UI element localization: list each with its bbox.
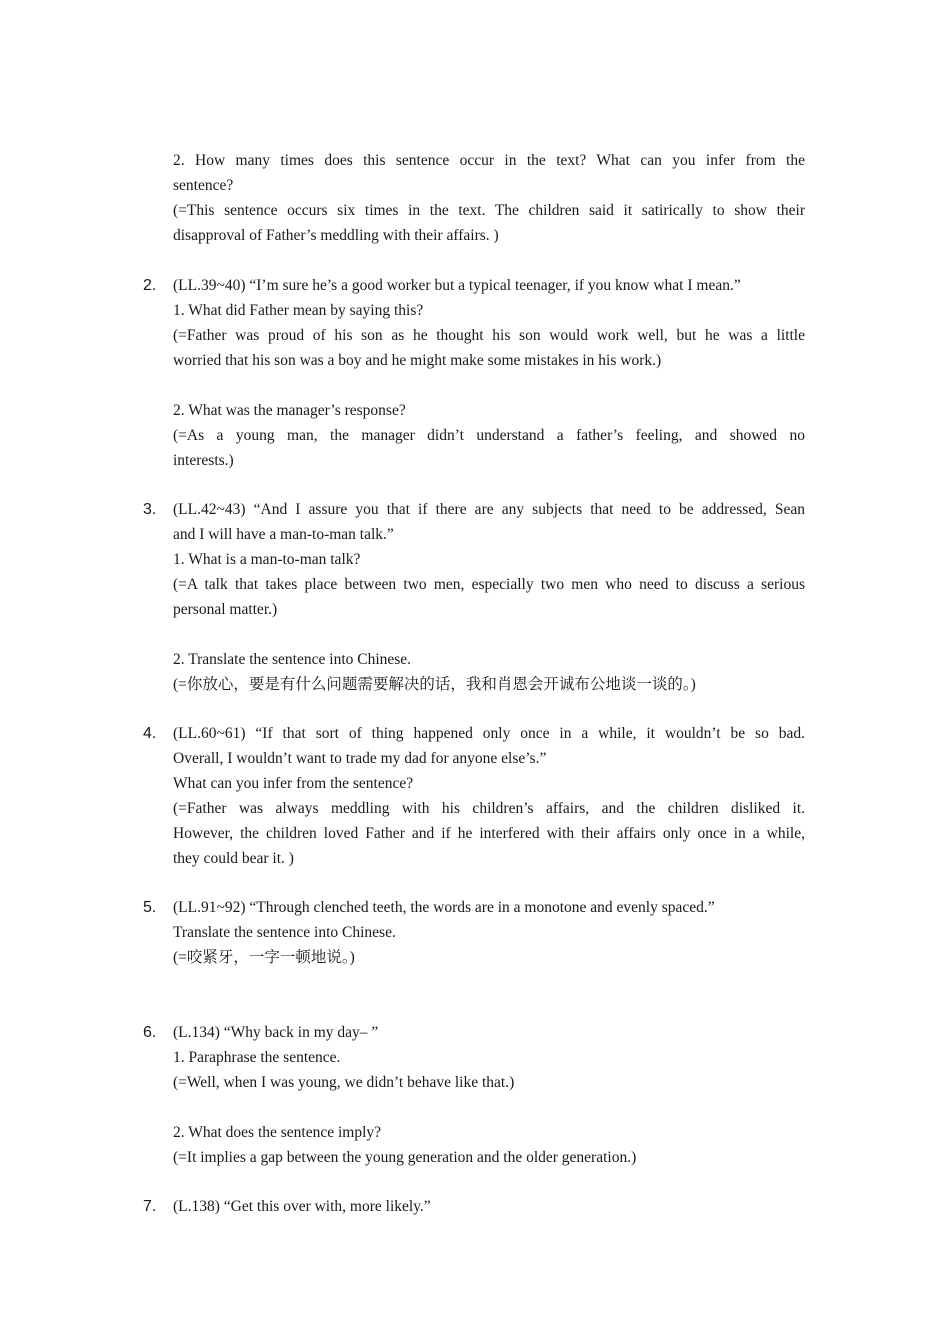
text-line: (=Father was always meddling with his children’s affairs, and the children disliked it. xyxy=(173,800,805,817)
text-line: 1. What did Father mean by saying this? xyxy=(173,302,424,319)
item-number: 3. xyxy=(143,501,157,518)
text-line: (=咬紧牙，一字一顿地说。) xyxy=(173,949,355,966)
text-line: What can you infer from the sentence? xyxy=(173,775,414,792)
text-line: 1. Paraphrase the sentence. xyxy=(173,1049,341,1066)
text-line: disapproval of Father’s meddling with their affairs. ) xyxy=(173,227,499,244)
text-line: (=It implies a gap between the young generation and the older generation.) xyxy=(173,1149,637,1166)
text-line: (LL.39~40) “I’m sure he’s a good worker but a typical teenager, if you know what I mean.” xyxy=(173,277,741,294)
item-number: 4. xyxy=(143,725,157,742)
text-line: 2. Translate the sentence into Chinese. xyxy=(173,651,412,668)
text-line: (=This sentence occurs six times in the text. The children said it satirically to show their xyxy=(173,202,805,219)
text-line: interests.) xyxy=(173,452,234,469)
text-line: Translate the sentence into Chinese. xyxy=(173,924,396,941)
text-line: sentence? xyxy=(173,177,234,194)
text-line: and I will have a man-to-man talk.” xyxy=(173,526,394,543)
item-number: 5. xyxy=(143,899,157,916)
text-line: 2. How many times does this sentence occur in the text? What can you infer from the xyxy=(173,152,805,169)
text-line: However, the children loved Father and if he interfered with their affairs only once in a while, xyxy=(173,825,805,842)
text-line: (=As a young man, the manager didn’t understand a father’s feeling, and showed no xyxy=(173,427,805,444)
text-line: (=A talk that takes place between two men, especially two men who need to discuss a serious xyxy=(173,576,805,593)
text-line: (LL.42~43) “And I assure you that if there are any subjects that need to be addressed, Sean xyxy=(173,501,805,518)
text-line: (=你放心，要是有什么问题需要解决的话，我和肖恩会开诚布公地谈一谈的。) xyxy=(173,676,696,693)
text-line: they could bear it. ) xyxy=(173,850,294,867)
text-line: 2. What does the sentence imply? xyxy=(173,1124,382,1141)
text-line: (L.138) “Get this over with, more likely.” xyxy=(173,1198,431,1215)
text-line: (=Well, when I was young, we didn’t behave like that.) xyxy=(173,1074,515,1091)
item-number: 6. xyxy=(143,1024,157,1041)
text-line: worried that his son was a boy and he might make some mistakes in his work.) xyxy=(173,352,662,369)
text-line: 1. What is a man-to-man talk? xyxy=(173,551,361,568)
text-line: personal matter.) xyxy=(173,601,278,618)
text-line: (LL.91~92) “Through clenched teeth, the words are in a monotone and evenly spaced.” xyxy=(173,899,715,916)
item-number: 2. xyxy=(143,277,157,294)
text-line: 2. What was the manager’s response? xyxy=(173,402,406,419)
item-number: 7. xyxy=(143,1198,157,1215)
text-line: (=Father was proud of his son as he thought his son would work well, but he was a little xyxy=(173,327,805,344)
text-line: Overall, I wouldn’t want to trade my dad for anyone else’s.” xyxy=(173,750,547,767)
text-line: (L.134) “Why back in my day– ” xyxy=(173,1024,379,1041)
text-line: (LL.60~61) “If that sort of thing happened only once in a while, it wouldn’t be so bad. xyxy=(173,725,805,742)
